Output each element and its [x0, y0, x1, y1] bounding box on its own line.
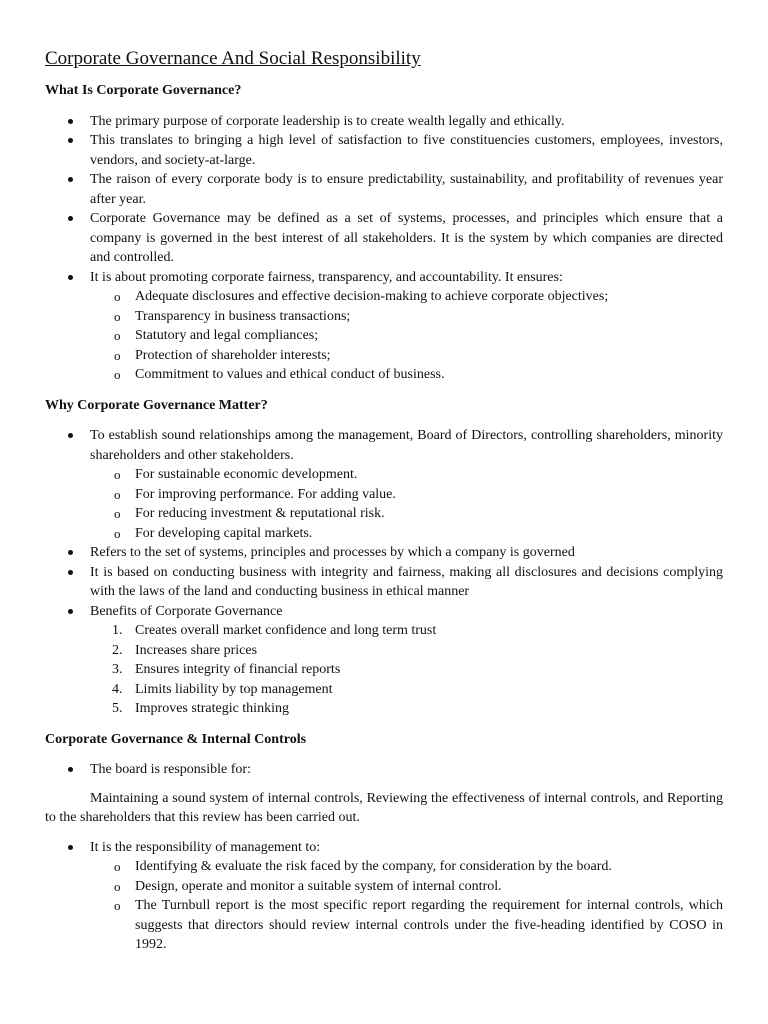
sub-list — [90, 465, 723, 543]
circle-bullet-icon: o — [114, 859, 121, 874]
section-heading: What Is Corporate Governance? — [45, 83, 242, 98]
sub-list-item: o Commitment to values and ethical conduct of business. — [90, 365, 723, 385]
sub-list-item: o For reducing investment & reputational risk. — [90, 504, 723, 524]
numbered-list-item: 1. Creates overall market confidence and long term trust — [112, 623, 437, 638]
bullet-icon — [68, 177, 73, 182]
bullet-list — [45, 760, 723, 955]
bullet-icon — [68, 433, 73, 438]
bullet-icon — [68, 275, 73, 280]
sub-list-item: o Design, operate and monitor a suitable system of internal control. — [90, 877, 723, 897]
circle-bullet-icon: o — [114, 347, 121, 363]
circle-bullet-icon: o — [114, 289, 121, 304]
section-heading: Why Corporate Governance Matter? — [45, 397, 268, 413]
bullet-icon — [68, 216, 73, 221]
list-item: The raison of every corporate body is to ensure predictability, sustainability, and profitability of revenues year after year. — [45, 170, 723, 209]
bullet-icon — [68, 767, 73, 772]
list-item: This translates to bringing a high level of satisfaction to five constituencies customers, employees, investors, vendors, and society-at-large. — [45, 131, 723, 170]
numbered-list-item: 2. Increases share prices — [112, 642, 258, 658]
numbered-list-item: 4. Limits liability by top management — [112, 681, 333, 697]
circle-bullet-icon: o — [114, 486, 121, 502]
paragraph: Maintaining a sound system of internal controls, Reviewing the effectiveness of internal controls, and Reporting to the shareholders that this review has been carried out. — [45, 790, 723, 825]
sub-list — [90, 287, 723, 385]
circle-bullet-icon: o — [114, 367, 121, 382]
sub-list-item: o For sustainable economic development. — [90, 465, 723, 485]
document-title: Corporate Governance And Social Responsibility — [45, 48, 421, 69]
sub-list-item: o Transparency in business transactions; — [90, 307, 723, 327]
bullet-list — [45, 112, 723, 385]
list-item: The primary purpose of corporate leadership is to create wealth legally and ethically. — [45, 112, 723, 132]
section-heading: Corporate Governance & Internal Controls — [45, 731, 307, 747]
list-item: Corporate Governance may be defined as a set of systems, processes, and principles which ensure that a company is governed in the best interest of all stakeholders. It is the system by which companies are directed and controlled. — [45, 209, 723, 268]
circle-bullet-icon: o — [114, 308, 121, 324]
bullet-icon — [68, 138, 73, 143]
bullet-icon — [68, 609, 73, 614]
numbered-list — [90, 621, 723, 719]
circle-bullet-icon: o — [114, 878, 121, 894]
circle-bullet-icon: o — [114, 898, 121, 913]
sub-list-item: o Statutory and legal compliances; — [90, 326, 723, 346]
bullet-list — [45, 426, 723, 719]
list-item: It is based on conducting business with integrity and fairness, making all disclosures and decisions complying with the laws of the land and conducting business in ethical manner — [45, 563, 723, 602]
list-item: Benefits of Corporate Governance 1. Creates overall market confidence and long term trust 2. Increases share prices 3. Ensures integrity of financial reports 4. Limits liability by top management 5. Improves strategic thinking — [45, 602, 723, 719]
circle-bullet-icon: o — [114, 467, 121, 482]
list-item: The board is responsible for: Maintaining a sound system of internal controls, Reviewing the effectiveness of internal controls, and Reporting to the shareholders that this review has been carried out. — [45, 760, 723, 828]
bullet-icon — [68, 845, 73, 850]
list-item: It is about promoting corporate fairness, transparency, and accountability. It ensures: o Adequate disclosures and effective decision-making to achieve corporate objectives; o Transparency in business transactions; o Statutory and legal compliances; o Protection of shareholder interests; o Commitment to values and ethical conduct of business. — [45, 268, 723, 385]
sub-list-item: o For improving performance. For adding value. — [90, 485, 723, 505]
sub-list-item: o Identifying & evaluate the risk faced by the company, for consideration by the board. — [90, 857, 723, 877]
sub-list — [90, 857, 723, 955]
sub-list-item: o Protection of shareholder interests; — [90, 346, 723, 366]
bullet-icon — [68, 570, 73, 575]
numbered-list-item: 5. Improves strategic thinking — [112, 701, 289, 716]
circle-bullet-icon: o — [114, 328, 121, 343]
bullet-icon — [68, 550, 73, 555]
circle-bullet-icon: o — [114, 525, 121, 541]
list-item: Refers to the set of systems, principles and processes by which a company is governed — [45, 543, 723, 563]
sub-list-item: o The Turnbull report is the most specific report regarding the requirement for internal controls, which suggests that directors should review internal controls under the five-heading identified by COSO in 1992. — [114, 898, 723, 952]
list-item: To establish sound relationships among the management, Board of Directors, controlling shareholders, minority shareholders and other stakeholders. o For sustainable economic development. o For improving performance. For adding value. o For reducing investment & reputational risk. o For developing capital markets. — [45, 426, 723, 543]
list-item: It is the responsibility of management to: o Identifying & evaluate the risk faced by the company, for consideration by the board. o Design, operate and monitor a suitable system of internal control. o The Turnbull report is the most specific report regarding the requirement for internal controls, which suggests that directors should review internal controls under the five-heading identified by COSO in 1992. — [45, 838, 723, 955]
numbered-list-item: 3. Ensures integrity of financial reports — [112, 662, 341, 677]
circle-bullet-icon: o — [114, 506, 121, 521]
document-page — [45, 0, 723, 955]
sub-list-item: o Adequate disclosures and effective decision-making to achieve corporate objectives; — [90, 287, 723, 307]
bullet-icon — [68, 119, 73, 124]
sub-list-item: o For developing capital markets. — [90, 524, 723, 544]
